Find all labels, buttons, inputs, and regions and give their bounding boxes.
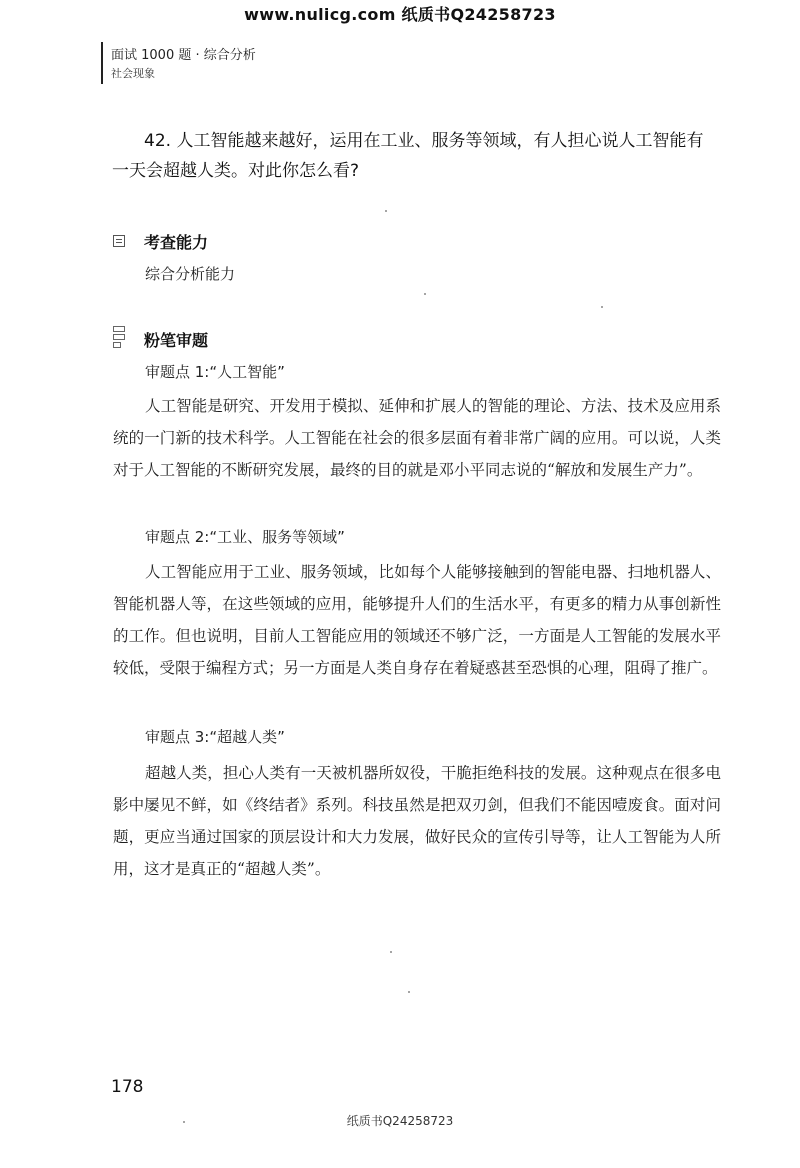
ability-heading: 考查能力 xyxy=(144,233,209,252)
ability-section-icon xyxy=(113,235,125,247)
running-header-subtitle: 社会现象 xyxy=(111,67,155,80)
review-point-paragraph-1: 人工智能是研究、开发用于模拟、延伸和扩展人的智能的理论、方法、技术及应用系统的一门新的技术科学。人工智能在社会的很多层面有着非常广阔的应用。可以说，人类对于人工智能的不断研究发展，最终的目的就是邓小平同志说的“解放和发展生产力”。 xyxy=(113,397,721,479)
analysis-section-icon xyxy=(113,326,126,348)
review-point-paragraph-3: 超越人类，担心人类有一天被机器所奴役，干脆拒绝科技的发展。这种观点在很多电影中屡见不鲜，如《终结者》系列。科技虽然是把双刃剑，但我们不能因噎废食。面对问题，更应当通过国家的顶层设计和大力发展，做好民众的宣传引导等，让人工智能为人所用，这才是真正的“超越人类”。 xyxy=(113,764,721,878)
review-point-label-1: 审题点 1:“人工智能” xyxy=(145,363,285,381)
analysis-heading: 粉笔审题 xyxy=(144,331,209,350)
question-text: 42. 人工智能越来越好，运用在工业、服务等领域，有人担心说人工智能有一天会超越人类。对此你怎么看? xyxy=(112,131,704,181)
scan-speck xyxy=(424,293,426,295)
scan-speck xyxy=(601,306,603,308)
review-point-paragraph-2: 人工智能应用于工业、服务领域，比如每个人能够接触到的智能电器、扫地机器人、智能机器人等，在这些领域的应用，能够提升人们的生活水平，有更多的精力从事创新性的工作。但也说明，目前人工智能应用的领域还不够广泛，一方面是人工智能的发展水平较低，受限于编程方式；另一方面是人类自身存在着疑惑甚至恐惧的心理，阻碍了推广。 xyxy=(113,563,721,677)
running-header-title: 面试 1000 题 · 综合分析 xyxy=(111,48,256,63)
review-point-label-3: 审题点 3:“超越人类” xyxy=(145,728,285,746)
scan-speck xyxy=(385,210,387,212)
scan-speck xyxy=(408,991,410,993)
scan-speck xyxy=(390,951,392,953)
page-number: 178 xyxy=(111,1077,144,1097)
top-watermark: www.nulicg.com 纸质书Q24258723 xyxy=(244,5,556,24)
ability-text: 综合分析能力 xyxy=(145,265,236,283)
running-header-rule xyxy=(101,42,103,84)
review-point-label-2: 审题点 2:“工业、服务等领域” xyxy=(145,528,345,546)
bottom-watermark: 纸质书Q24258723 xyxy=(346,1114,454,1128)
